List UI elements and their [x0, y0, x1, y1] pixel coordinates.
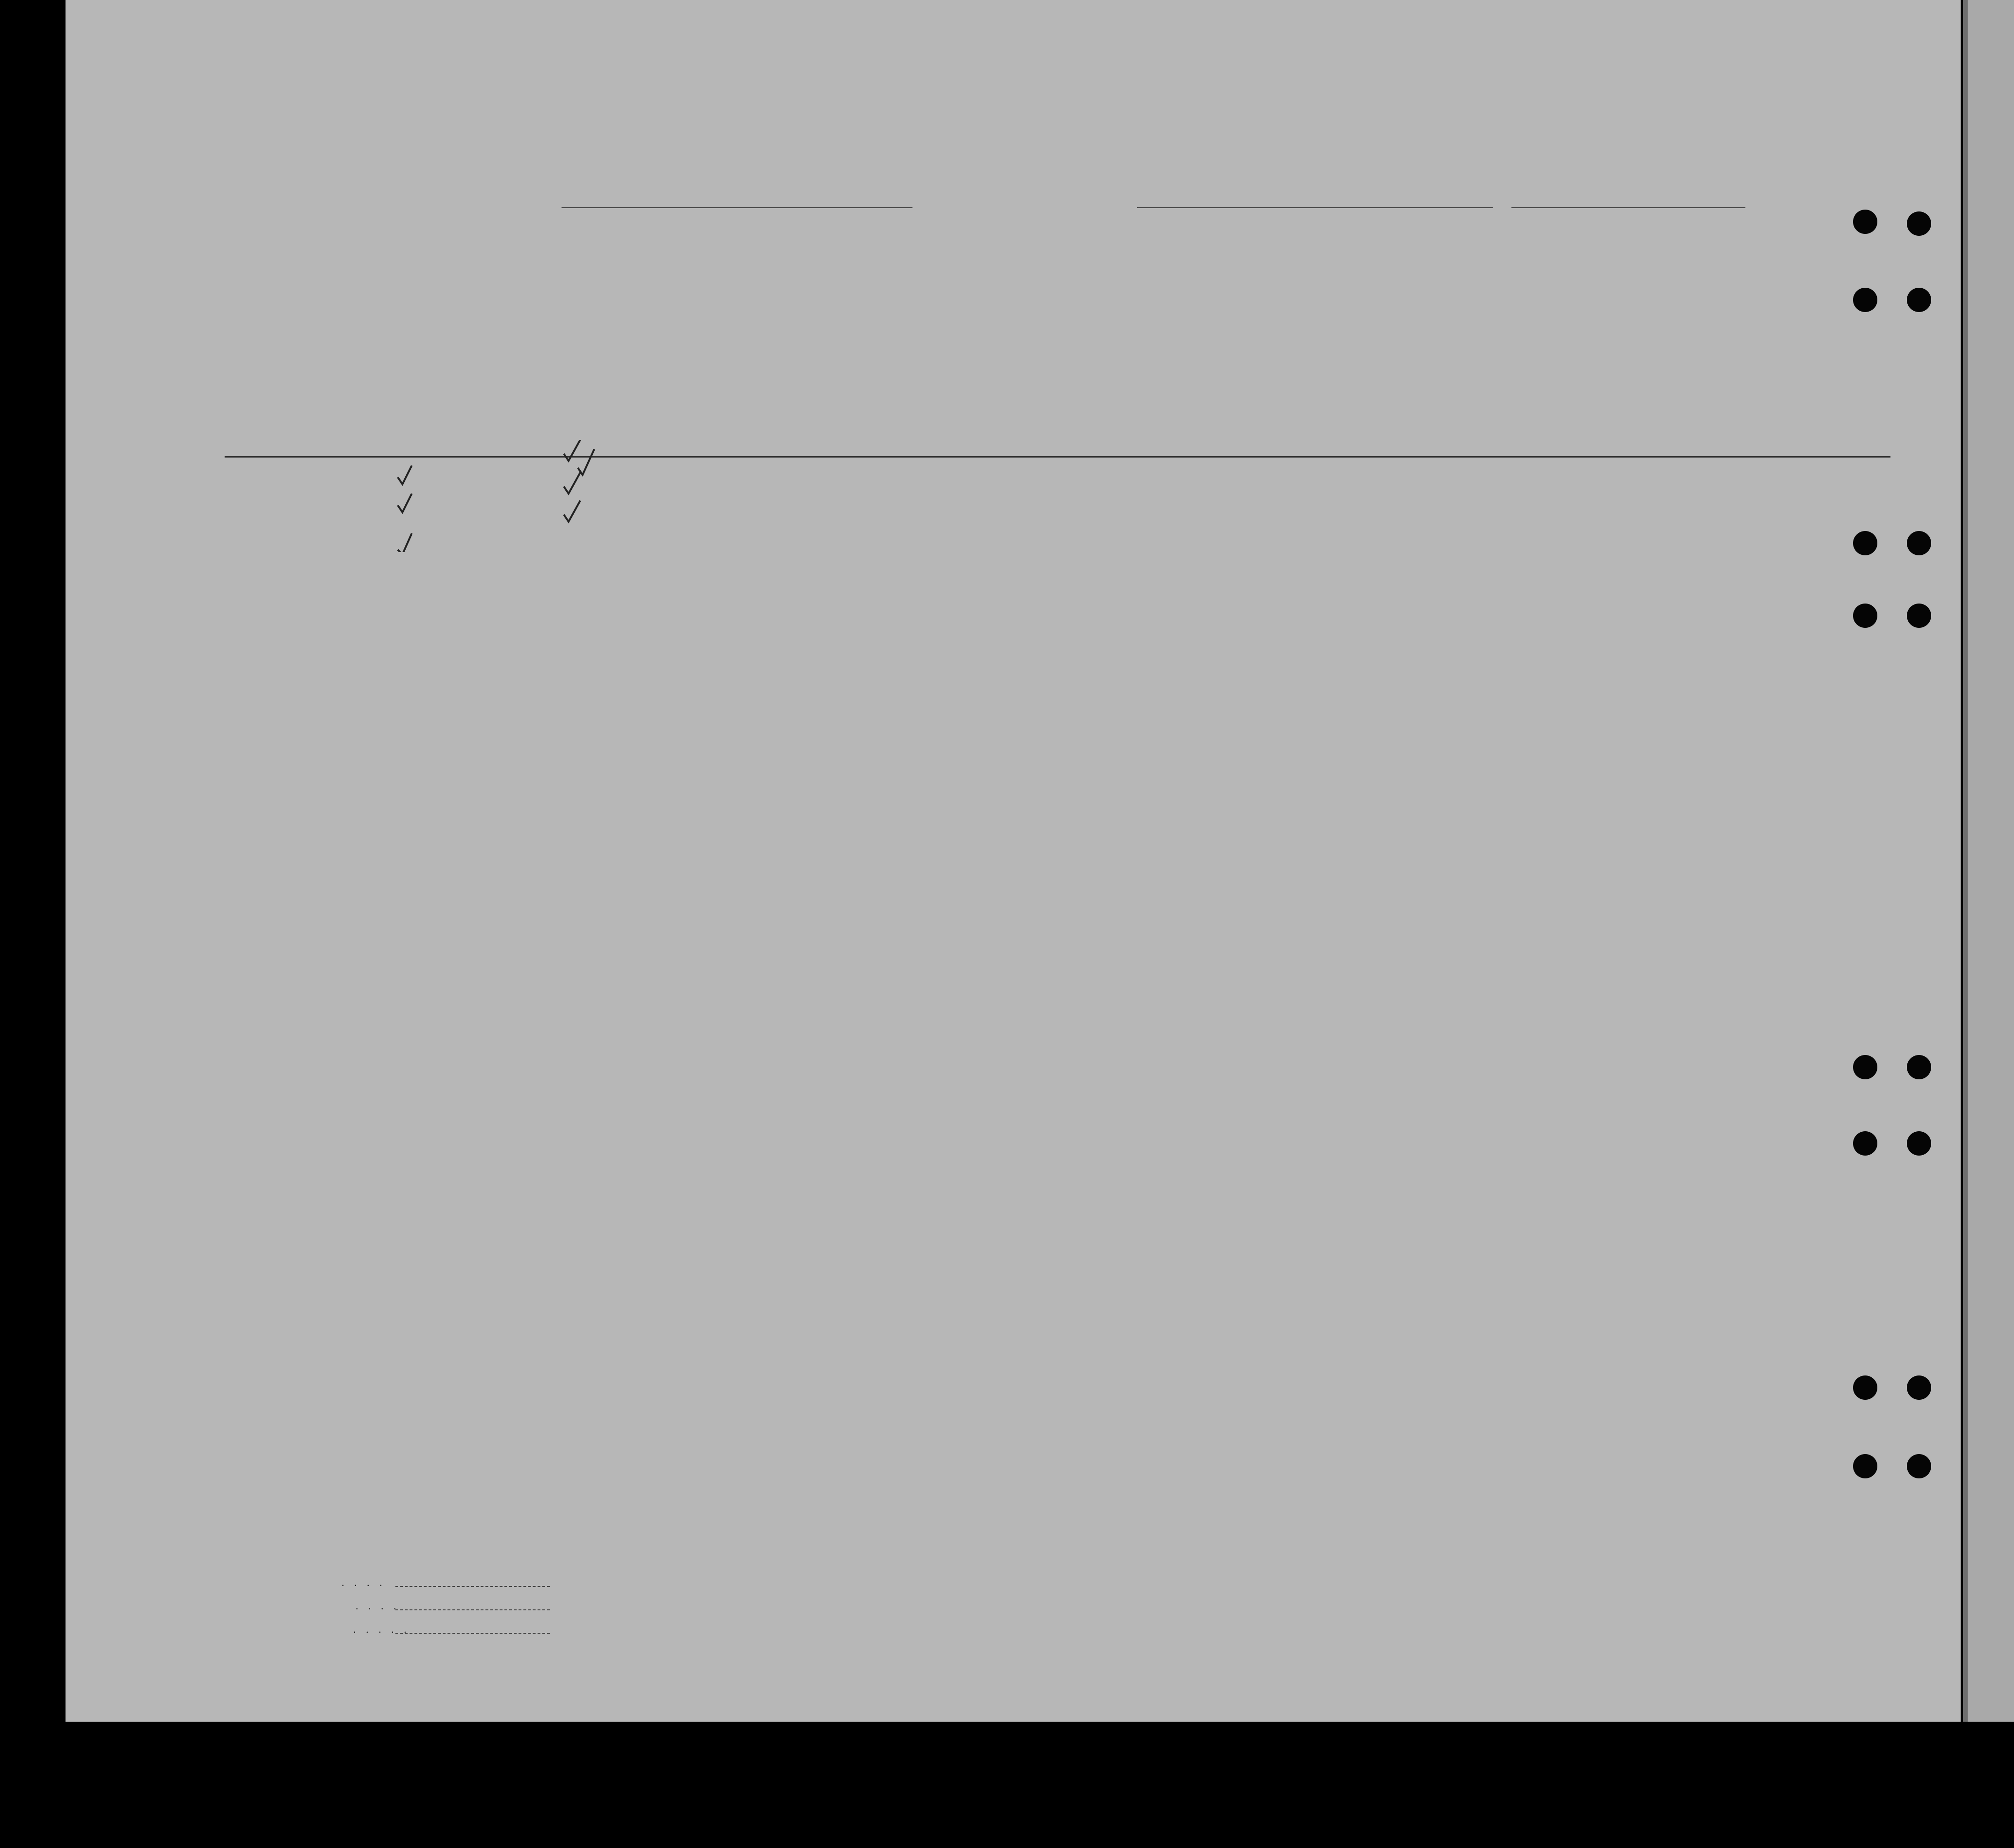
check-marks-given: [393, 463, 449, 552]
punch-hole: [1853, 1131, 1877, 1156]
page-fold: [1963, 0, 1968, 1722]
punch-hole: [1853, 604, 1877, 628]
punch-hole: [1853, 531, 1877, 555]
row1-strike-line: [225, 456, 1890, 458]
punch-hole: [1907, 288, 1931, 312]
punch-hole: [1853, 288, 1877, 312]
punch-hole: [1853, 1055, 1877, 1079]
punch-hole: [1853, 1454, 1877, 1478]
punch-hole: [1907, 1055, 1931, 1079]
manifest-grid: [66, 0, 1961, 1722]
punch-hole: [1853, 1375, 1877, 1400]
total-passengers-line: [395, 1586, 550, 1587]
check-marks-sex: [576, 449, 604, 524]
punch-hole: [1907, 604, 1931, 628]
punch-hole: [1907, 1375, 1931, 1400]
punch-hole: [1907, 211, 1931, 236]
aliens-line: [395, 1633, 550, 1634]
next-page-edge: [1963, 0, 2014, 1722]
us-citizens-line: [395, 1609, 550, 1610]
punch-hole: [1853, 210, 1877, 234]
aliens-dots: . . . . .: [353, 1623, 410, 1635]
us-citizens-dots: . . . .: [356, 1600, 400, 1612]
punch-hole: [1907, 1454, 1931, 1478]
punch-hole: [1907, 531, 1931, 555]
punch-hole: [1907, 1131, 1931, 1156]
manifest-sheet: [66, 0, 1961, 1722]
total-passengers-dots: . . . .: [342, 1577, 386, 1588]
